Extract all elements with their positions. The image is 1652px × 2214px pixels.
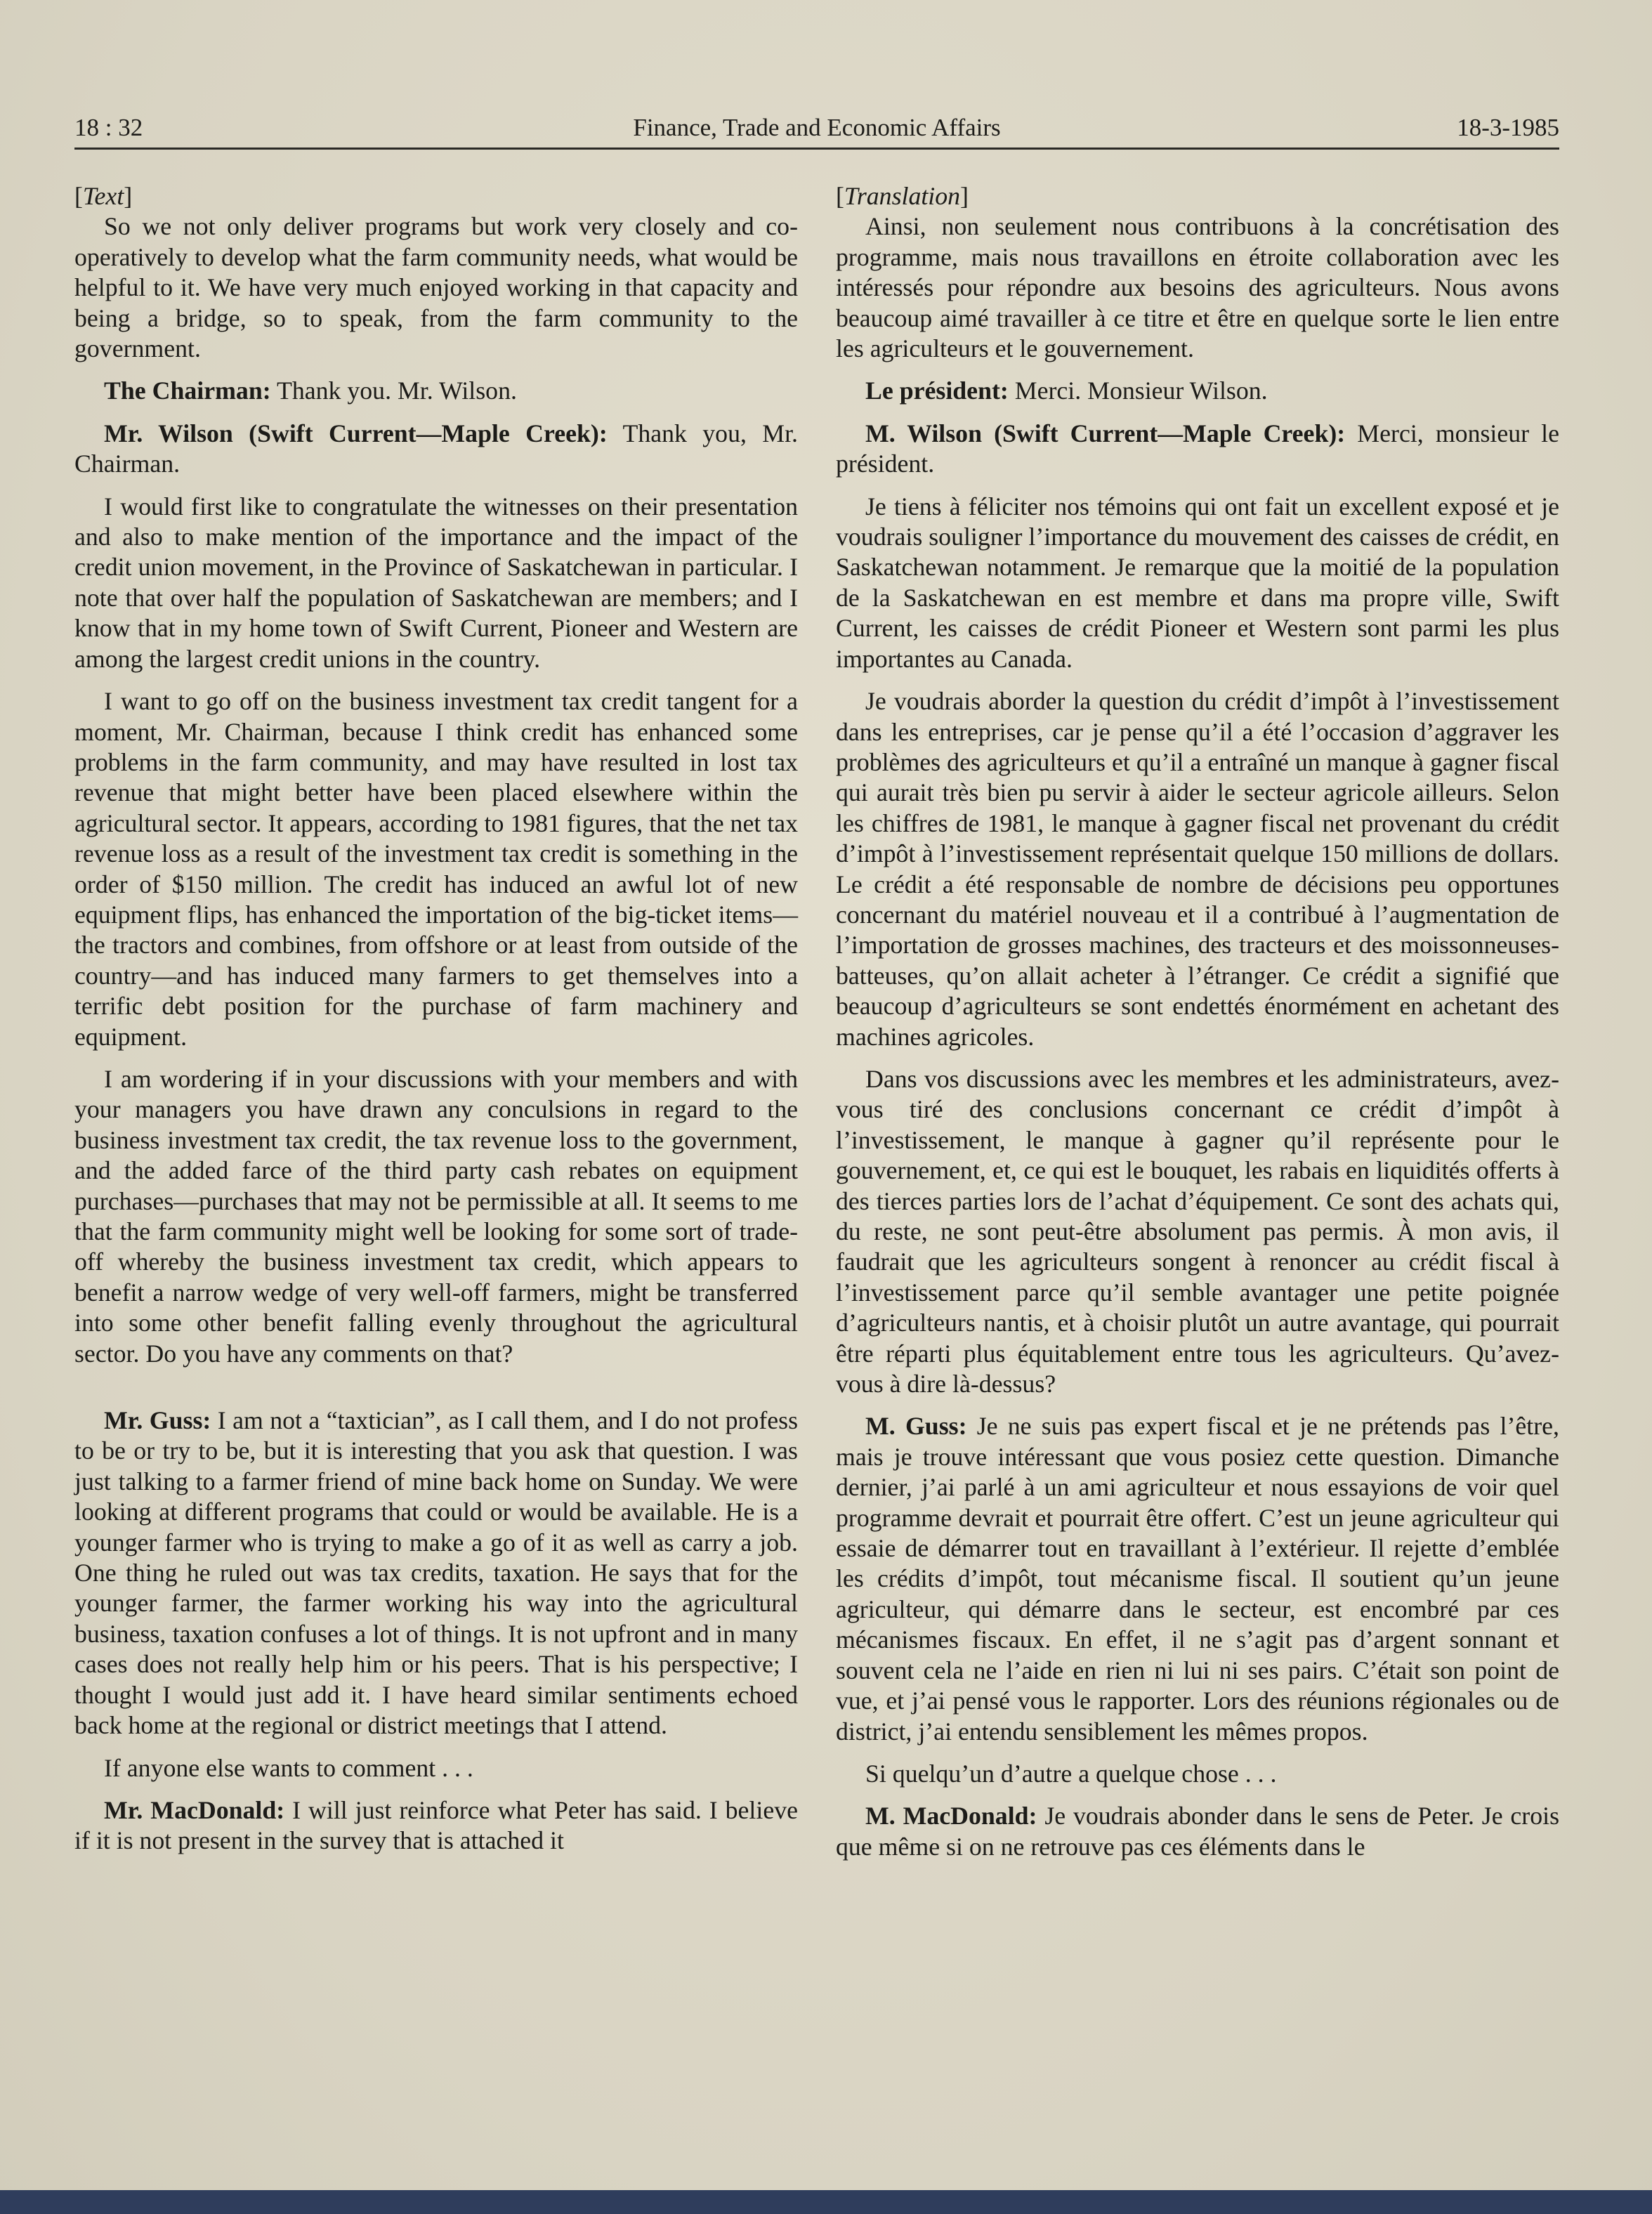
paragraph: Je voudrais aborder la question du crédit d’impôt à l’investissement dans les entreprises, car je pense qu’il a été l’occasion d’aggraver les problèmes des agriculteurs et qu’il a entraîné un manque à gagner fiscal qui aurait très bien pu servir à aider le secteur agricole ailleurs. Selon les chiffres de 1981, le manque à gagner fiscal net provenant du crédit d’impôt à l’investissement représentait quelque 150 millions de dollars. Le crédit a été responsable de nombre de décisions peu opportunes concernant du matériel nouveau et il a contribué à l’augmentation de l’importation de grosses machines, des tracteurs et des moissonneuses-batteuses, qu’on allait acheter à l’étranger. Ce crédit a signifié que beaucoup d’agriculteurs se sont endettés énormément en achetant des machines agricoles. <box>836 687 1559 1051</box>
paragraph: Mr. Guss: I am not a “taxtician”, as I call them, and I do not profess to be or try to be, but it is interesting that you ask that question. I was just talking to a farmer friend of mine back home on Sunday. We were looking at different programs that could or would be available. He is a younger farmer who is trying to make a go of it as well as carry a job. One thing he ruled out was tax credits, taxation. He says that for the younger farmer, the farmer working his way into the agricultural business, taxation confuses a lot of things. It is not upfront and in many cases does not really help him or his peers. That is his perspective; I thought I would just add it. I have heard similar sentiments echoed back home at the regional or district meetings that I attend. <box>74 1406 799 1740</box>
paragraph: Le président: Merci. Monsieur Wilson. <box>865 376 1268 405</box>
paragraph: The Chairman: Thank you. Mr. Wilson. <box>104 376 517 405</box>
paragraph: If anyone else wants to comment . . . <box>104 1753 473 1782</box>
paragraph: I am wordering if in your discussions with your members and with your managers you have drawn any conculsions in regard to the business investment tax credit, the tax revenue loss to the government, and the added farce of the third party cash rebates on equipment purchases—purchases that may not be permissible at all. It seems to me that the farm community might well be looking for some sort of trade-off whereby the business investment tax credit, which appears to benefit a narrow wedge of very well-off farmers, might be transferred into some other benefit falling evenly throughout the agricultural sector. Do you have any comments on that? <box>74 1064 798 1368</box>
speaker-name: M. Wilson (Swift Current—Maple Creek): <box>865 419 1346 447</box>
speaker-name: Le président: <box>865 376 1009 405</box>
page-number: 18 : 32 <box>74 114 143 141</box>
section-label-translation: [Translation] <box>836 182 969 210</box>
scan-edge-band <box>0 2190 1652 2214</box>
section-label-text: [Text] <box>74 182 133 210</box>
paragraph: Ainsi, non seulement nous contribuons à la concrétisation des programme, mais nous travaillons en étroite collaboration avec les intéressés pour répondre aux besoins des agriculteurs. Nous avons beaucoup aimé travailler à ce titre et être en quelque sorte le lien entre les agriculteurs et le gouvernement. <box>836 212 1559 363</box>
paragraph: M. Guss: Je ne suis pas expert fiscal et je ne prétends pas l’être, mais je trouve intéressant que vous posiez cette question. Dimanche dernier, j’ai parlé à un ami agriculteur et nous essayions de voir quel programme devrait et pourrait être offert. C’est un jeune agriculteur qui essaie de démarrer tout en travaillant à l’extérieur. Il rejette d’emblée les crédits d’impôt, tout mécanisme fiscal. Il soutient qu’un jeune agriculteur, qui démarre dans le secteur, est encombré par ces mécanismes fiscaux. En effet, il ne s’agit pas d’argent sonnant et souvent cela ne l’aide en rien ni lui ni ses pairs. C’était son point de vue, et j’ai pensé vous le rapporter. Lors des réunions régionales ou de district, j’ai entendu sensiblement les mêmes propos. <box>836 1412 1559 1745</box>
speaker-name: M. Guss: <box>865 1412 967 1441</box>
speaker-name: Mr. Wilson (Swift Current—Maple Creek): <box>104 419 608 447</box>
speaker-name: Mr. MacDonald: <box>104 1795 285 1824</box>
running-header <box>74 105 1559 150</box>
paragraph: M. MacDonald: Je voudrais abonder dans le sens de Peter. Je crois que même si on ne retrouve pas ces éléments dans le <box>836 1802 1559 1861</box>
speaker-name: The Chairman: <box>104 376 271 405</box>
header-date: 18-3-1985 <box>1457 114 1559 141</box>
paragraph: Mr. Wilson (Swift Current—Maple Creek): Thank you, Mr. Chairman. <box>74 419 798 478</box>
speaker-name: M. MacDonald: <box>865 1802 1037 1830</box>
paragraph: Dans vos discussions avec les membres et les administrateurs, avez-vous tiré des conclusions concernant ce crédit d’impôt à l’investissement, le manque à gagner qu’il représente pour le gouvernement, et, ce qui est le bouquet, les rabais en liquidités offerts à des tierces parties lors de l’achat d’équipement. Ce sont des achats qui, du reste, ne sont peut-être absolument pas permis. À mon avis, il faudrait que les agriculteurs songent à renoncer au crédit fiscal à l’investissement parce qu’il semble avantager une petite poignée d’agriculteurs nantis, et à choisir plutôt un autre avantage, qui pourrait être réparti plus équitablement entre tous les agriculteurs. Qu’avez-vous à dire là-dessus? <box>836 1064 1559 1399</box>
english-column <box>74 181 798 1868</box>
speaker-name: Mr. Guss: <box>104 1406 211 1435</box>
paragraph: Si quelqu’un d’autre a quelque chose . . . <box>865 1759 1277 1788</box>
paragraph: So we not only deliver programs but work very closely and co-operatively to develop what the farm community needs, what would be helpful to it. We have very much enjoyed working in that capacity and being a bridge, so to speak, from the farm community to the government. <box>74 212 798 363</box>
committee-title: Finance, Trade and Economic Affairs <box>633 114 1001 141</box>
paragraph: I want to go off on the business investment tax credit tangent for a moment, Mr. Chairman, because I think credit has enhanced some problems in the farm community, and may have resulted in lost tax revenue that might better have been placed elsewhere within the agricultural sector. It appears, according to 1981 figures, that the net tax revenue loss as a result of the investment tax credit is something in the order of $150 million. The credit has induced an awful lot of new equipment flips, has enhanced the importation of the big-ticket items—the tractors and combines, from offshore or at least from outside of the country—and has induced many farmers to get themselves into a terrific debt position for the purchase of farm machinery and equipment. <box>74 687 798 1051</box>
paragraph: Je tiens à féliciter nos témoins qui ont fait un excellent exposé et je voudrais souligner l’importance du mouvement des caisses de crédit, en Saskatchewan notamment. Je remarque que la moitié de la population de la Saskatchewan en est membre et dans ma propre ville, Swift Current, les caisses de crédit Pioneer et Western sont parmi les plus importantes au Canada. <box>836 492 1559 673</box>
paragraph: Mr. MacDonald: I will just reinforce what Peter has said. I believe if it is not present in the survey that is attached it <box>74 1795 798 1855</box>
paragraph: M. Wilson (Swift Current—Maple Creek): Merci, monsieur le président. <box>836 419 1559 478</box>
french-column <box>836 181 1559 1874</box>
paragraph: I would first like to congratulate the witnesses on their presentation and also to make mention of the importance and the impact of the credit union movement, in the Province of Saskatchewan in particular. I note that over half the population of Saskatchewan are members; and I know that in my home town of Swift Current, Pioneer and Western are among the largest credit unions in the country. <box>74 492 798 673</box>
